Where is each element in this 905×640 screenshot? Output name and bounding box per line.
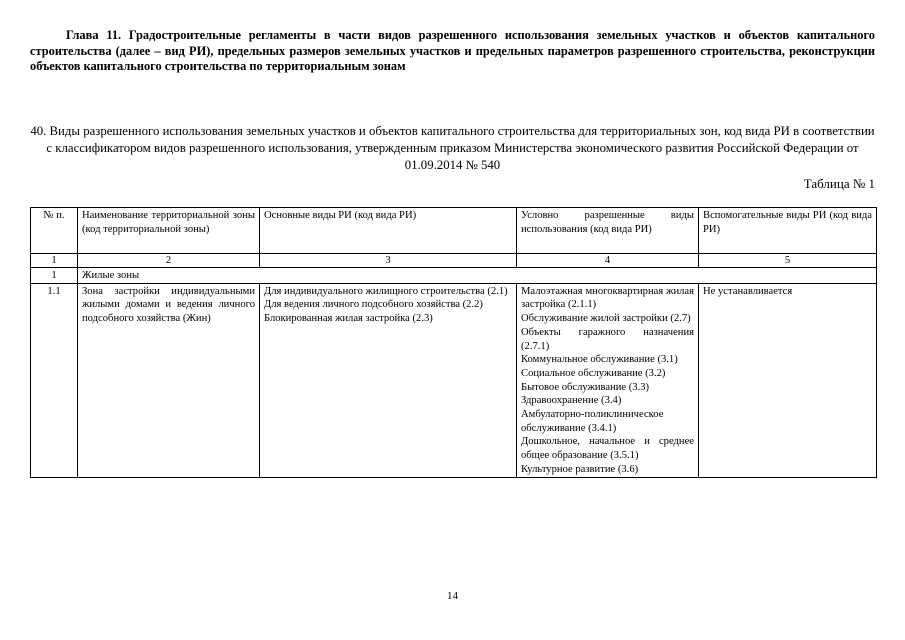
chapter-heading: Глава 11. Градостроительные регламенты в части видов разрешенного использования земельных участков и объектов капитального строительства (далее – вид РИ), предельных размеров земельных участков и предельных параметров разрешенного строительства, реконструкции объектов капитального строительства по территориальным зонам	[30, 28, 875, 73]
table-number: Таблица № 1	[803, 176, 875, 191]
column-number-row	[31, 254, 877, 268]
main-uses-cell	[260, 283, 517, 477]
main-use-item: Для индивидуального жилищного строительства (2.1)	[264, 285, 508, 297]
zone-name: Зона застройки индивидуальными жилыми домами и ведения личного подсобного хозяйства (Жин)	[78, 283, 260, 477]
header-cell-conditional-uses: Условно разрешенные виды использования (код вида РИ)	[517, 208, 699, 254]
header-cell-number: № п.	[31, 208, 78, 254]
header-cell-zone: Наименование территориальной зоны (код территориальной зоны)	[78, 208, 260, 254]
conditional-use-item: Объекты гаражного назначения (2.7.1)	[521, 326, 694, 352]
group-number: 1	[31, 268, 78, 284]
page-number: 14	[447, 590, 458, 602]
conditional-uses-list	[521, 285, 694, 477]
conditional-use-item: Здравоохранение (3.4)	[521, 395, 622, 407]
row-number: 1.1	[31, 283, 78, 477]
auxiliary-uses: Не устанавливается	[699, 283, 877, 477]
conditional-use-item: Обслуживание жилой застройки (2.7)	[521, 313, 691, 325]
header-cell-main-uses: Основные виды РИ (код вида РИ)	[260, 208, 517, 254]
group-title: Жилые зоны	[78, 268, 877, 284]
conditional-use-item: Коммунальное обслуживание (3.1)	[521, 354, 678, 366]
header-cell-auxiliary-uses: Вспомогательные виды РИ (код вида РИ)	[699, 208, 877, 254]
section-heading: 40. Виды разрешенного использования земельных участков и объектов капитального строительства для территориальных зон, код вида РИ в соответствии с классификатором видов разрешенного использования, утвержденным приказом Министерства экономического развития Российской Федерации от 01.09.2014 № 540	[30, 124, 875, 172]
conditional-use-item: Амбулаторно-поликлиническое обслуживание (3.4.1)	[521, 409, 664, 434]
main-use-item: Для ведения личного подсобного хозяйства (2.2)	[264, 299, 483, 311]
conditional-use-item: Малоэтажная многоквартирная жилая застройка (2.1.1)	[521, 285, 694, 311]
column-number: 2	[78, 254, 260, 268]
table-row	[31, 283, 877, 477]
column-number: 3	[260, 254, 517, 268]
conditional-use-item: Дошкольное, начальное и среднее общее образование (3.5.1)	[521, 436, 694, 462]
conditional-use-item: Социальное обслуживание (3.2)	[521, 367, 666, 379]
conditional-use-item: Бытовое обслуживание (3.3)	[521, 381, 650, 393]
column-number: 1	[31, 254, 78, 268]
table-header-row	[31, 208, 877, 254]
conditional-use-item: Культурное развитие (3.6)	[521, 463, 639, 475]
conditional-uses-cell	[517, 283, 699, 477]
column-number: 5	[699, 254, 877, 268]
main-uses-list	[264, 285, 512, 326]
main-use-item: Блокированная жилая застройка (2.3)	[264, 313, 433, 325]
group-row	[31, 268, 877, 284]
column-number: 4	[517, 254, 699, 268]
regulations-table	[30, 207, 877, 478]
